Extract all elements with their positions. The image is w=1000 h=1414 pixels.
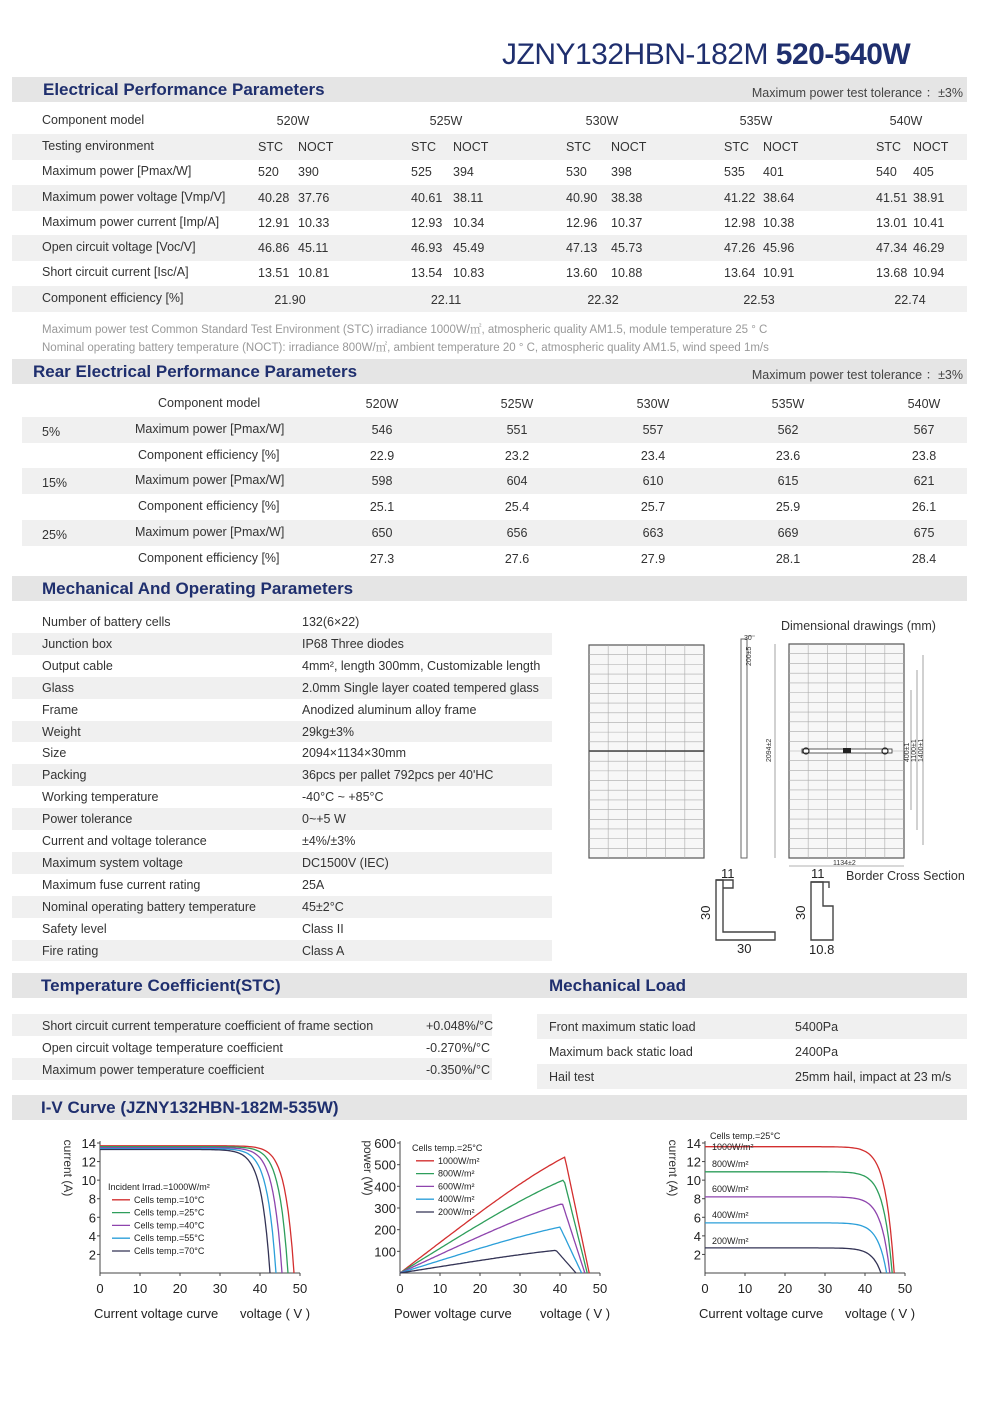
electrical-cell: 13.54 [411, 266, 443, 280]
mechanical-row-label: Frame [42, 702, 79, 717]
mechanical-row-value: 36pcs per pallet 792pcs per 40'HC [302, 768, 494, 783]
legend-label: 800W/m² [712, 1159, 749, 1169]
mechanical-row-label: Packing [42, 768, 87, 783]
section1-height: 30 [698, 905, 713, 920]
electrical-cell: 45.11 [298, 241, 329, 255]
iv-section-header [12, 1095, 967, 1120]
mechanical-row-value: 45±2°C [302, 899, 344, 914]
rear-power-cell: 675 [913, 526, 935, 540]
y-tick-label: 8 [693, 1191, 701, 1207]
electrical-cell: 530 [566, 165, 587, 179]
section2-base: 10.8 [809, 942, 835, 957]
mechanical-row-label: Output cable [42, 658, 113, 673]
y-tick-label: 14 [81, 1136, 96, 1151]
rear-row-label: Component efficiency [%] [138, 551, 280, 565]
series-line [400, 1250, 576, 1273]
x-tick-label: 20 [172, 1281, 188, 1296]
electrical-cell: 45.73 [611, 241, 643, 255]
legend-label: Cells temp.=25°C [134, 1207, 205, 1218]
series-line [705, 1197, 890, 1273]
electrical-cell: 12.96 [566, 216, 598, 230]
noct-note: Nominal operating battery temperature (NOCT): irradiance 800W/㎡, ambient temperature 20 ° C, atmospheric quality AM1.5, wind speed 1m/s [42, 342, 769, 354]
bifacial-gain-label: 15% [42, 476, 68, 490]
mechanical-title: Mechanical And Operating Parameters [42, 579, 354, 598]
electrical-cell: 38.64 [763, 191, 795, 205]
y-axis-label: current (A) [61, 1139, 75, 1197]
efficiency-cell: 22.74 [894, 293, 926, 307]
x-tick-label: 0 [701, 1281, 709, 1296]
electrical-row-label: Maximum power voltage [Vmp/V] [42, 190, 226, 204]
temperature-row-label: Maximum power temperature coefficient [42, 1063, 265, 1077]
mechanical-row-value: 2094×1134×30mm [302, 746, 407, 761]
electrical-cell: 10.83 [453, 266, 485, 280]
rear-row-label: Maximum power [Pmax/W] [135, 525, 285, 539]
mechanical-row-value: -40°C ~ +85°C [302, 790, 384, 805]
rear-row-label: Component efficiency [%] [138, 448, 280, 462]
rear-eff-cell: 28.4 [911, 552, 937, 566]
electrical-cell: STC [258, 140, 283, 154]
mechanical-row-bg [12, 721, 552, 743]
temperature-row-value: -0.350%/°C [426, 1063, 491, 1077]
load-row-label: Front maximum static load [549, 1020, 696, 1034]
legend-label: 200W/m² [712, 1236, 749, 1246]
electrical-cell: STC [411, 140, 436, 154]
electrical-cell: 12.93 [411, 216, 443, 230]
electrical-cell: NOCT [611, 140, 647, 154]
section2-lip: 11 [811, 866, 825, 881]
mechanical-row-value: IP68 Three diodes [302, 636, 404, 651]
chart-title: Power voltage curve [394, 1306, 512, 1321]
mechanical-row-label: Nominal operating battery temperature [42, 899, 257, 914]
electrical-cell: 10.91 [763, 266, 795, 280]
load-row-value: 25mm hail, impact at 23 m/s [795, 1070, 952, 1084]
electrical-row-label: Component efficiency [%] [42, 291, 184, 305]
load-row-label: Maximum back static load [549, 1045, 693, 1059]
electrical-cell: STC [876, 140, 901, 154]
mechanical-row-label: Maximum fuse current rating [42, 877, 201, 892]
legend-label: Cells temp.=70°C [134, 1246, 205, 1256]
series-line [400, 1204, 585, 1273]
rear-eff-cell: 27.6 [504, 552, 530, 566]
mechanical-row-label: Weight [42, 724, 81, 739]
rear-power-cell: 650 [371, 526, 393, 540]
electrical-cell: 38.91 [913, 191, 945, 205]
mechanical-row-value: 4mm², length 300mm, Customizable length [302, 658, 541, 673]
x-tick-label: 0 [396, 1281, 404, 1296]
y-tick-label: 300 [374, 1201, 396, 1216]
y-tick-label: 200 [374, 1222, 396, 1238]
mechanical-row-label: Safety level [42, 921, 107, 936]
mechanical-row-value: Anodized aluminum alloy frame [302, 702, 477, 717]
electrical-row-label: Testing environment [42, 139, 154, 153]
electrical-cell: 390 [298, 165, 319, 179]
efficiency-cell: 22.53 [743, 293, 775, 307]
electrical-cell: 12.91 [258, 216, 290, 230]
electrical-row-label: Short circuit current [Isc/A] [42, 265, 189, 279]
rear-eff-cell: 27.3 [369, 552, 395, 566]
rear-tolerance: Maximum power test tolerance ：±3% [751, 368, 963, 382]
model-header: 525W [429, 114, 463, 128]
section1-lip: 11 [721, 866, 735, 881]
legend-label: 800W/m² [438, 1168, 475, 1179]
mechanical-row-value: 0~+5 W [302, 812, 346, 827]
rear-model-header: 540W [907, 397, 941, 411]
x-tick-label: 10 [132, 1281, 148, 1296]
electrical-cell: 10.94 [913, 266, 945, 280]
mechanical-row-value: 2.0mm Single layer coated tempered glass [302, 680, 539, 695]
rear-eff-cell: 25.4 [504, 500, 530, 514]
pv-chart-irradiance [350, 1128, 620, 1328]
temperature-row-label: Open circuit voltage temperature coefficient [42, 1041, 283, 1055]
model-header: 530W [585, 114, 619, 128]
series-line [705, 1248, 881, 1273]
electrical-cell: 13.01 [876, 216, 908, 230]
rear-eff-cell: 22.9 [369, 449, 395, 463]
electrical-cell: 10.88 [611, 266, 643, 280]
x-tick-label: 50 [292, 1281, 308, 1296]
electrical-cell: 398 [611, 165, 632, 179]
electrical-cell: 38.38 [611, 191, 643, 205]
rear-title: Rear Electrical Performance Parameters [33, 362, 358, 381]
electrical-cell: STC [566, 140, 591, 154]
model-header: 540W [889, 114, 923, 128]
electrical-cell: 45.96 [763, 241, 795, 255]
electrical-cell: 47.34 [876, 241, 908, 255]
dim-length: 2094±2 [766, 738, 773, 762]
legend-header: Incident Irrad.=1000W/m² [108, 1182, 210, 1192]
electrical-row-bg [12, 134, 967, 160]
rear-eff-cell: 28.1 [775, 552, 801, 566]
y-tick-label: 12 [686, 1154, 701, 1170]
y-axis-label: power (W) [361, 1140, 375, 1196]
y-tick-label: 600 [374, 1136, 396, 1151]
rear-model-header: 530W [636, 397, 670, 411]
electrical-cell: 45.49 [453, 241, 485, 255]
chart-title: Current voltage curve [699, 1306, 824, 1321]
x-tick-label: 30 [512, 1281, 528, 1296]
x-tick-label: 20 [777, 1281, 793, 1296]
electrical-cell: 47.26 [724, 241, 756, 255]
rear-power-cell: 621 [913, 474, 935, 488]
y-tick-label: 2 [88, 1247, 96, 1263]
rear-eff-cell: 23.6 [775, 449, 801, 463]
y-tick-label: 400 [374, 1179, 396, 1195]
mechanical-row-value: 29kg±3% [302, 724, 355, 739]
legend-label: 400W/m² [712, 1210, 749, 1220]
rear-power-cell: 615 [777, 474, 799, 488]
mechanical-row-label: Power tolerance [42, 812, 133, 827]
iv-title: I-V Curve (JZNY132HBN-182M-535W) [41, 1098, 339, 1117]
electrical-cell: 47.13 [566, 241, 598, 255]
dimension-drawing [575, 630, 985, 960]
y-tick-label: 4 [88, 1228, 96, 1244]
load-row-value: 2400Pa [795, 1045, 839, 1059]
electrical-cell: 46.29 [913, 241, 945, 255]
y-tick-label: 6 [693, 1210, 701, 1226]
panel-front-view [589, 645, 704, 858]
dim-top: 30 [744, 635, 752, 642]
electrical-cell: 10.81 [298, 266, 330, 280]
y-tick-label: 12 [81, 1154, 96, 1170]
electrical-title: Electrical Performance Parameters [43, 80, 325, 99]
electrical-cell: 46.86 [258, 241, 290, 255]
rear-eff-cell: 23.4 [640, 449, 666, 463]
mechanical-row-label: Maximum system voltage [42, 855, 184, 870]
efficiency-cell: 22.11 [430, 293, 462, 307]
x-tick-label: 50 [592, 1281, 608, 1296]
x-tick-label: 0 [96, 1281, 104, 1296]
y-tick-label: 6 [88, 1210, 96, 1226]
rear-eff-cell: 23.2 [504, 449, 530, 463]
mechanical-row-value: 25A [302, 877, 325, 892]
electrical-cell: 10.37 [611, 216, 643, 230]
iv-chart-temperature [50, 1128, 320, 1328]
mechanical-row-label: Current and voltage tolerance [42, 834, 207, 848]
electrical-row-label: Open circuit voltage [Voc/V] [42, 240, 196, 254]
rear-row-label-model: Component model [158, 396, 261, 410]
electrical-row-label: Maximum power [Pmax/W] [42, 164, 192, 178]
electrical-cell: 10.41 [913, 216, 945, 230]
electrical-section-header [12, 77, 967, 102]
mechanical-row-value: Class II [302, 921, 344, 936]
page-title [502, 38, 910, 72]
rear-eff-cell: 25.9 [775, 500, 801, 514]
rear-eff-cell: 25.1 [369, 500, 395, 514]
load-row-value: 5400Pa [795, 1020, 839, 1034]
electrical-cell: NOCT [913, 140, 949, 154]
legend-label: 200W/m² [438, 1207, 475, 1217]
rear-row-label: Maximum power [Pmax/W] [135, 422, 285, 436]
electrical-cell: 13.51 [258, 266, 290, 280]
electrical-cell: 10.38 [763, 216, 795, 230]
electrical-tolerance: Maximum power test tolerance ：±3% [751, 86, 963, 100]
electrical-cell: 405 [913, 165, 934, 179]
mechanical-row-value: DC1500V (IEC) [302, 855, 389, 870]
electrical-cell: STC [724, 140, 749, 154]
rear-power-cell: 610 [642, 474, 664, 488]
legend-label: Cells temp.=55°C [134, 1233, 205, 1244]
electrical-cell: 40.90 [566, 191, 598, 205]
rear-power-cell: 557 [642, 423, 664, 437]
x-tick-label: 50 [897, 1281, 913, 1296]
y-tick-label: 4 [693, 1228, 701, 1244]
electrical-cell: 46.93 [411, 241, 443, 255]
legend-label: 600W/m² [712, 1184, 749, 1194]
legend-label: 1000W/m² [712, 1142, 754, 1152]
electrical-cell: 13.64 [724, 266, 756, 280]
rear-power-cell: 604 [506, 474, 528, 488]
efficiency-cell: 22.32 [587, 293, 619, 307]
x-tick-label: 40 [252, 1281, 268, 1296]
load-title: Mechanical Load [549, 976, 686, 995]
mechanical-row-label: Size [42, 746, 67, 761]
x-tick-label: 10 [432, 1281, 448, 1296]
y-tick-label: 14 [686, 1136, 701, 1151]
dim-mount-400: 400±1 [904, 742, 911, 762]
legend-label: 600W/m² [438, 1181, 475, 1192]
section2-height: 30 [793, 905, 808, 920]
electrical-cell: 520 [258, 165, 279, 179]
electrical-cell: NOCT [453, 140, 489, 154]
mechanical-row-value: Class A [302, 943, 345, 958]
electrical-cell: 10.34 [453, 216, 485, 230]
rear-power-cell: 669 [777, 526, 799, 540]
rear-power-cell: 656 [506, 526, 528, 540]
legend-header: Cells temp.=25°C [412, 1143, 483, 1153]
legend-label: Cells temp.=40°C [134, 1220, 205, 1231]
temperature-title: Temperature Coefficient(STC) [41, 976, 281, 995]
x-tick-label: 40 [552, 1281, 568, 1296]
efficiency-cell: 21.90 [274, 293, 306, 307]
temp-load-section-header [12, 973, 967, 998]
electrical-cell: 540 [876, 165, 897, 179]
rear-power-cell: 546 [371, 423, 393, 437]
x-axis-label: voltage ( V ) [845, 1306, 916, 1321]
mechanical-row-label: Fire rating [42, 943, 99, 958]
power-range: 520-540W [775, 38, 911, 71]
legend-label: 1000W/m² [438, 1155, 480, 1166]
section1-base: 30 [737, 941, 752, 956]
y-tick-label: 2 [693, 1247, 701, 1263]
mechanical-row-label: Junction box [42, 636, 113, 651]
x-tick-label: 30 [817, 1281, 833, 1296]
bifacial-gain-label: 25% [42, 528, 68, 542]
x-tick-label: 20 [472, 1281, 488, 1296]
rear-power-cell: 663 [642, 526, 664, 540]
mechanical-row-label: Working temperature [42, 790, 159, 805]
rear-row-label: Component efficiency [%] [138, 499, 280, 513]
electrical-cell: NOCT [763, 140, 799, 154]
rear-model-header: 525W [500, 397, 534, 411]
y-tick-label: 10 [686, 1173, 701, 1189]
y-tick-label: 8 [88, 1191, 96, 1207]
frame-section-2 [811, 882, 833, 940]
electrical-cell: 401 [763, 165, 784, 179]
bifacial-gain-label: 5% [42, 425, 61, 439]
rear-power-cell: 567 [913, 423, 935, 437]
dim-mount-1400: 1400±1 [918, 738, 925, 762]
electrical-cell: 38.11 [453, 191, 484, 205]
panel-side-view [741, 635, 755, 858]
dim-width: 1134±2 [833, 860, 856, 867]
electrical-cell: 37.76 [298, 191, 330, 205]
model-header: 535W [739, 114, 773, 128]
temperature-row-value: -0.270%/°C [426, 1041, 491, 1055]
electrical-cell: 13.68 [876, 266, 908, 280]
rear-eff-cell: 26.1 [911, 500, 937, 514]
electrical-cell: 394 [453, 165, 474, 179]
chart-title: Current voltage curve [94, 1306, 219, 1321]
y-axis-label: current (A) [666, 1139, 680, 1197]
legend-header: Cells temp.=25°C [710, 1131, 781, 1141]
mechanical-row-label: Number of battery cells [42, 615, 171, 629]
x-axis-label: voltage ( V ) [240, 1306, 311, 1321]
temperature-row-value: +0.048%/°C [426, 1019, 494, 1033]
x-tick-label: 40 [857, 1281, 873, 1296]
y-tick-label: 100 [374, 1244, 396, 1260]
rear-eff-cell: 25.7 [640, 500, 666, 514]
rear-power-cell: 551 [506, 423, 528, 437]
rear-section-header [12, 359, 967, 384]
legend-label: 400W/m² [438, 1194, 475, 1205]
electrical-cell: 525 [411, 165, 432, 179]
electrical-cell: 40.61 [411, 191, 443, 205]
panel-back-view [766, 644, 925, 867]
electrical-cell: 41.22 [724, 191, 756, 205]
rear-row-label: Maximum power [Pmax/W] [135, 473, 285, 487]
iv-chart-irradiance [655, 1128, 925, 1328]
rear-power-cell: 562 [777, 423, 799, 437]
rear-model-header: 520W [365, 397, 399, 411]
y-tick-label: 500 [374, 1157, 396, 1173]
electrical-cell: 40.28 [258, 191, 290, 205]
dim-mount-1100: 1100±1 [911, 739, 918, 762]
rear-eff-cell: 23.8 [911, 449, 937, 463]
mechanical-row-value: ±4%/±3% [302, 834, 356, 848]
legend-label: Cells temp.=10°C [134, 1194, 205, 1205]
electrical-cell: 12.98 [724, 216, 756, 230]
frame-section-1 [716, 880, 775, 940]
rear-eff-cell: 27.9 [640, 552, 666, 566]
electrical-row-label: Maximum power current [Imp/A] [42, 215, 220, 229]
x-tick-label: 10 [737, 1281, 753, 1296]
stc-note: Maximum power test Common Standard Test Environment (STC) irradiance 1000W/㎡, atmospheric quality AM1.5, module temperature 25 ° C [42, 324, 768, 336]
electrical-cell: 13.60 [566, 266, 598, 280]
load-row-label: Hail test [549, 1070, 595, 1084]
electrical-cell: 41.51 [876, 191, 908, 205]
rear-power-cell: 598 [371, 474, 393, 488]
model-header: 520W [276, 114, 310, 128]
x-tick-label: 30 [212, 1281, 228, 1296]
mechanical-section-header [12, 576, 967, 601]
electrical-cell: 535 [724, 165, 745, 179]
border-section-title: Border Cross Section [846, 869, 965, 883]
rear-model-header: 535W [771, 397, 805, 411]
model-name: JZNY132HBN-182M [502, 38, 768, 71]
mechanical-row-value: 132(6×22) [302, 615, 360, 629]
dim-edge: 200±5 [746, 646, 753, 666]
temperature-row-label: Short circuit current temperature coefficient of frame section [42, 1019, 374, 1033]
y-tick-label: 10 [81, 1173, 96, 1189]
electrical-cell: 10.33 [298, 216, 330, 230]
mechanical-row-label: Glass [42, 680, 74, 695]
x-axis-label: voltage ( V ) [540, 1306, 611, 1321]
row-label-model: Component model [42, 113, 145, 127]
electrical-cell: NOCT [298, 140, 334, 154]
drawing-title: Dimensional drawings (mm) [781, 619, 936, 633]
